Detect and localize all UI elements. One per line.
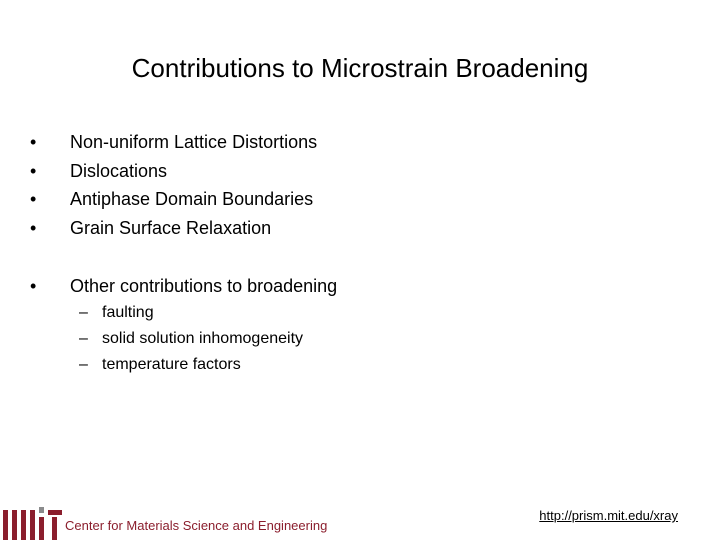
sub-bullet-list [79, 300, 303, 378]
logo-bar [52, 517, 57, 540]
dash-marker: – [79, 330, 88, 347]
sub-bullet-text: solid solution inhomogeneity [102, 330, 304, 347]
bullet-marker: • [30, 160, 37, 181]
bullet-item [30, 128, 317, 157]
dash-marker: – [79, 356, 88, 373]
sub-bullet-item [79, 352, 303, 378]
bullet-marker: • [30, 132, 37, 152]
sub-bullet-text: temperature factors [102, 356, 241, 373]
bullet-item [30, 272, 337, 301]
sub-bullet-item [79, 326, 303, 352]
sub-bullet-text: faulting [102, 304, 154, 321]
logo-bar [12, 510, 17, 540]
center-name: Center for Materials Science and Engineering [65, 518, 328, 533]
bullet-text: Non-uniform Lattice Distortions [70, 132, 318, 152]
logo-bar [21, 510, 26, 540]
logo-bar [39, 507, 44, 513]
slide-title: Contributions to Microstrain Broadening [131, 53, 589, 83]
bullet-list [30, 128, 317, 242]
bullet-item [30, 214, 317, 243]
footer-url-link[interactable]: http://prism.mit.edu/xray [539, 508, 678, 523]
sub-bullet-item [79, 300, 303, 326]
mit-logo-icon [3, 507, 63, 540]
bullet-text: Antiphase Domain Boundaries [70, 189, 314, 209]
bullet-text: Dislocations [70, 160, 168, 181]
bullet-marker: • [30, 189, 37, 209]
logo-bar [39, 517, 44, 540]
bullet-text: Other contributions to broadening [70, 276, 338, 296]
bullet-item [30, 157, 317, 186]
logo-bar [48, 510, 62, 515]
bullet-marker: • [30, 276, 37, 296]
bullet-text: Grain Surface Relaxation [70, 217, 272, 238]
other-bullet-list [30, 272, 337, 301]
bullet-item [30, 185, 317, 214]
bullet-marker: • [30, 217, 37, 238]
logo-bar [3, 510, 8, 540]
logo-bar [30, 510, 35, 540]
dash-marker: – [79, 304, 88, 321]
